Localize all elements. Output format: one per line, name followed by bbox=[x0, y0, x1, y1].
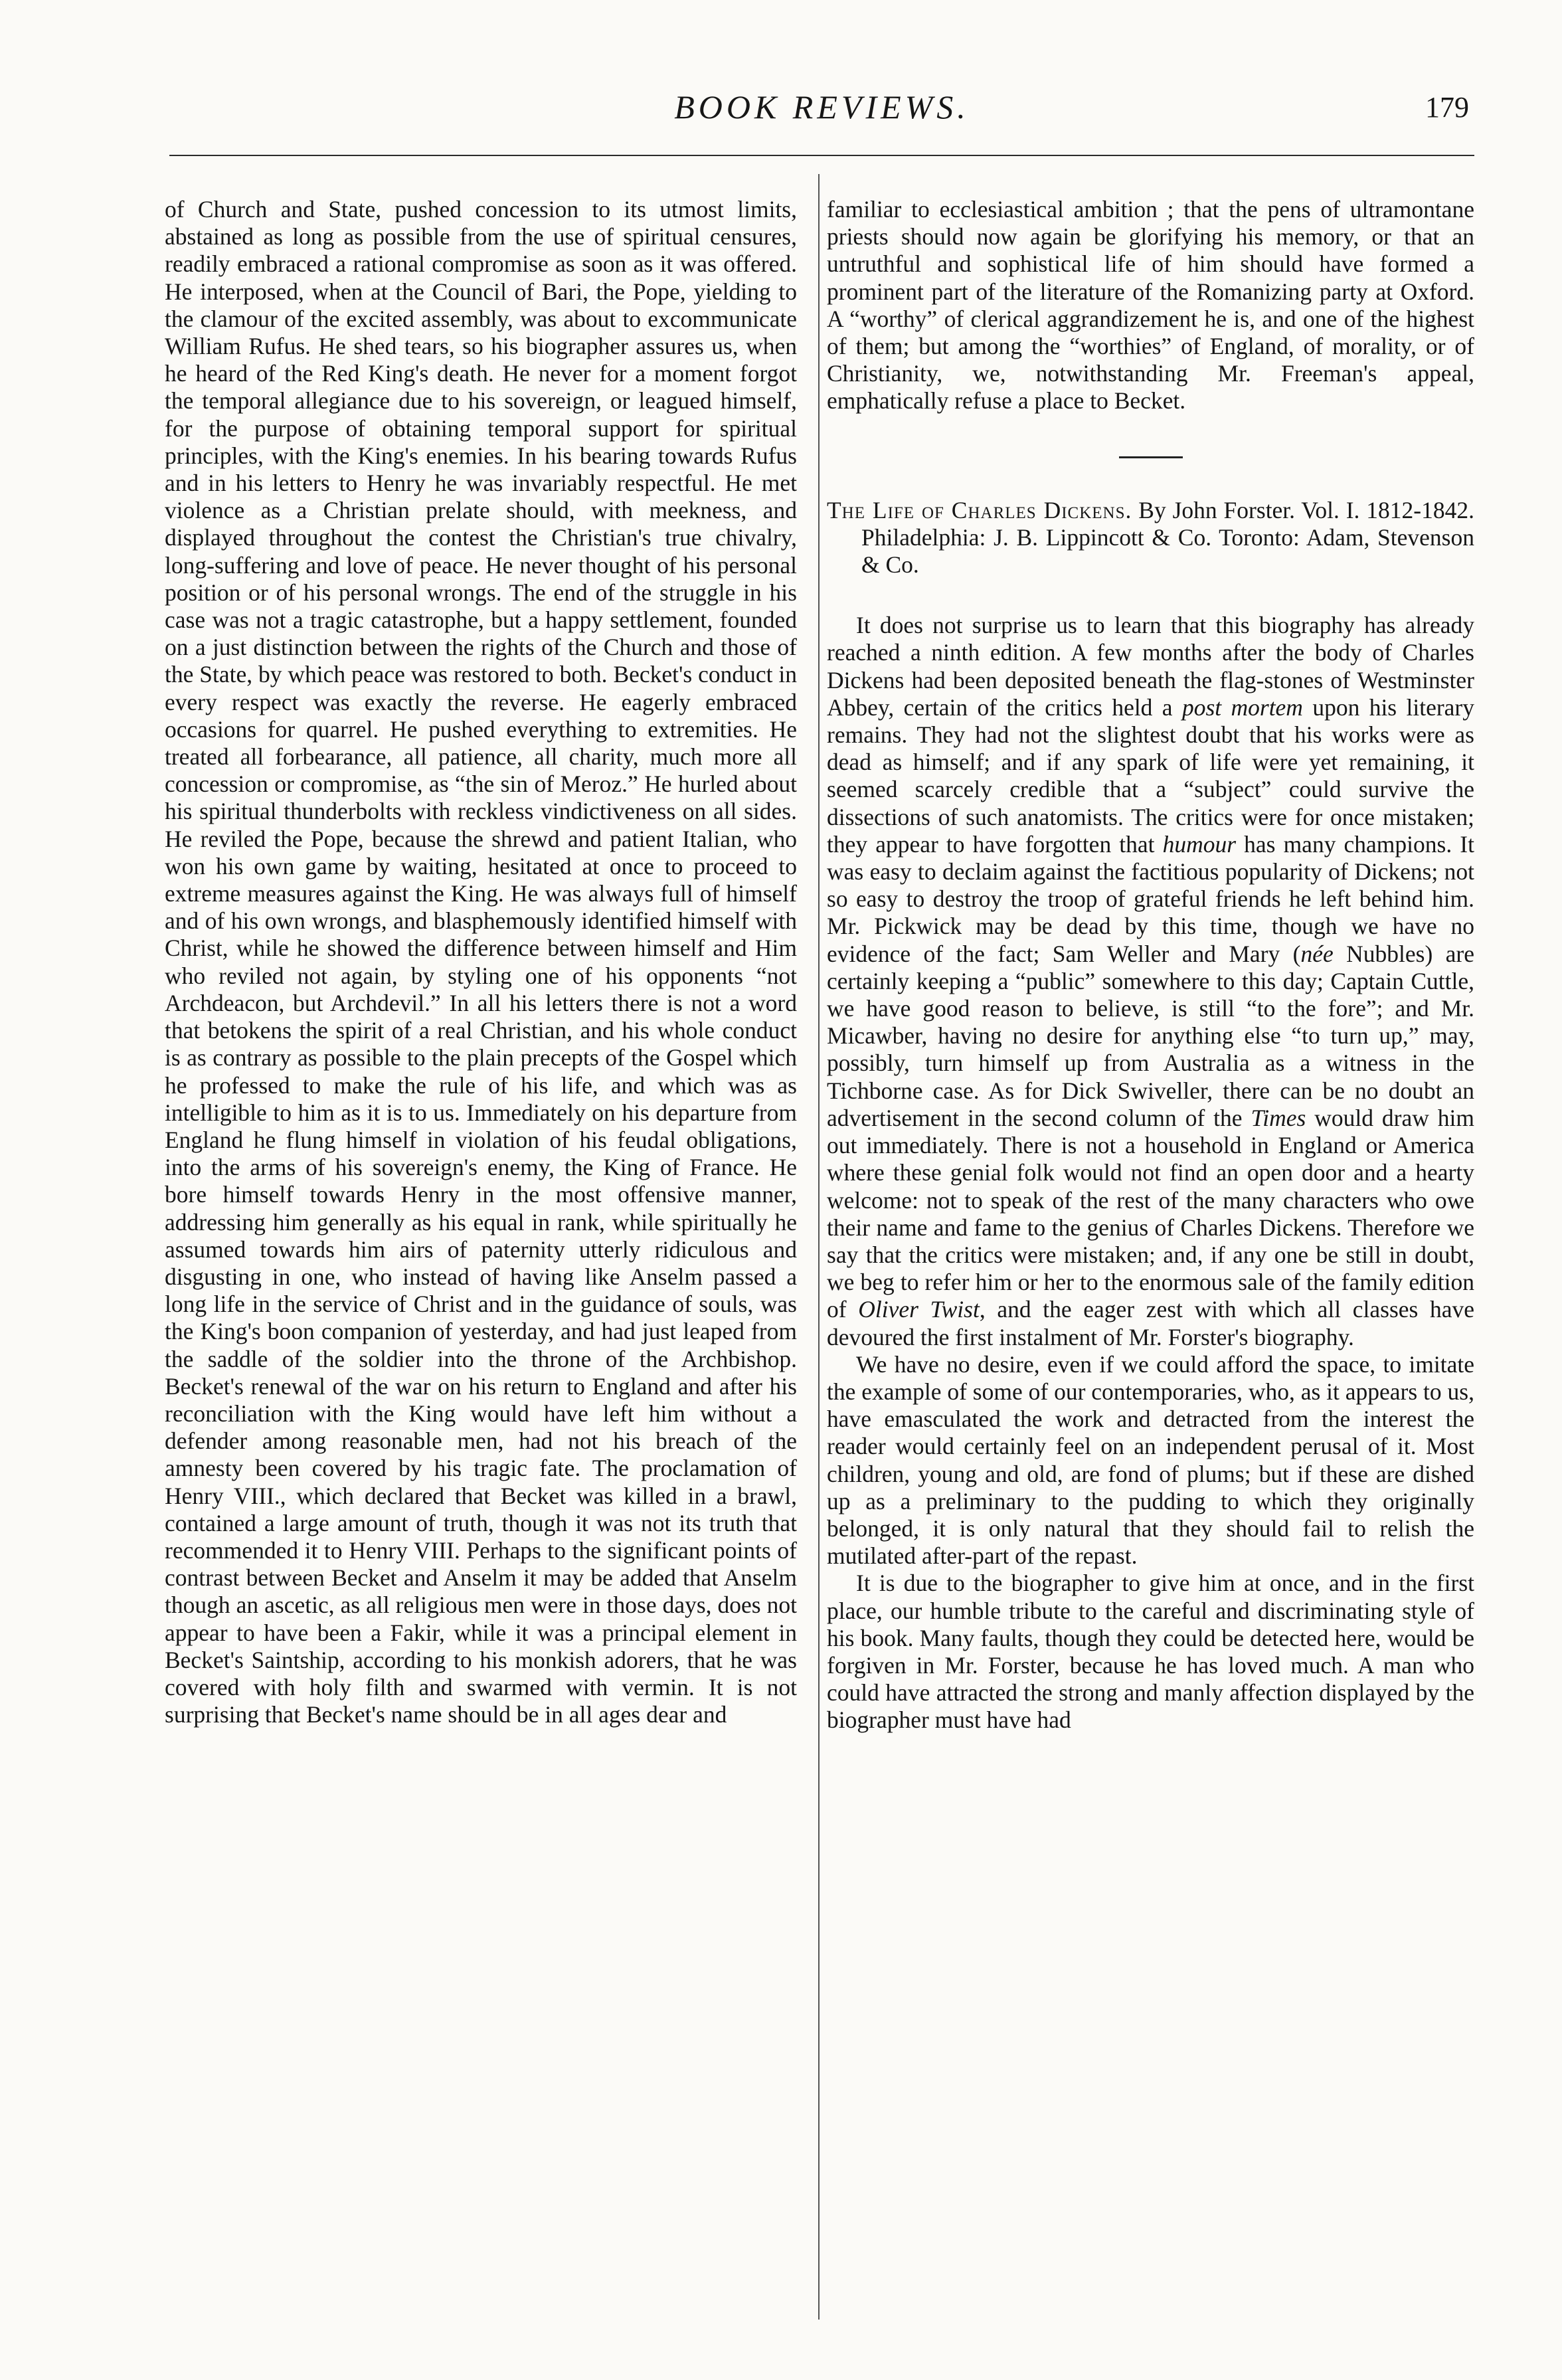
humour-italic: humour bbox=[1162, 830, 1237, 858]
running-head: BOOK REVIEWS. bbox=[674, 88, 970, 126]
right-paragraph-2 bbox=[827, 612, 1474, 1350]
page-number: 179 bbox=[1425, 91, 1469, 124]
section-separator bbox=[1119, 456, 1183, 458]
p2-text-e: would draw him out immediately. There is not a household in England or America where these genial folk would not find an open door and a hearty welcome: not to speak of the rest of the many characters who owe their name and fame to the genius of Charles Dickens. Therefore we say that the critics were mistaken; and, if any one be still in doubt, we beg to refer him or her to the enormous sale of the family edition of bbox=[827, 1104, 1474, 1323]
times-italic: Times bbox=[1251, 1104, 1306, 1131]
review-title: The Life of Charles Dickens. bbox=[827, 496, 1132, 523]
p2-text-a: It does not surprise us to learn that this biography has already reached a ninth edition. A few months after the body of Charles Dickens had been deposited beneath the flag-stones of Westminster Abbey, certain of the critics held a bbox=[827, 612, 1474, 721]
left-column bbox=[165, 196, 797, 1728]
right-paragraph-1: familiar to ecclesiastical ambition ; that the pens of ultramontane priests should now again be glorifying his memory, or that an untruthful and sophistical life of him should have formed a prominent part of the literature of the Romanizing party at Oxford. A “worthy” of clerical aggrandizement he is, and one of the highest of them; but among the “worthies” of England, of morality, or of Christianity, we, notwithstanding Mr. Freeman's appeal, emphatically refuse a place to Becket. bbox=[827, 196, 1474, 414]
p2-text-b: upon his literary remains. They had not the slightest doubt that his works were as dead as himself; and if any spark of life were yet remaining, it seemed scarcely credible that a “subject” could survive the dissections of such anatomists. The critics were for once mistaken; they appear to have forgotten that bbox=[827, 693, 1474, 858]
header-rule bbox=[169, 155, 1474, 156]
column-divider bbox=[818, 174, 820, 2320]
page-header bbox=[169, 85, 1474, 138]
right-paragraph-4: It is due to the biographer to give him at once, and in the first place, our humble tribute to the careful and discriminating style of his book. Many faults, though they could be detected here, would be forgiven in Mr. Forster, because he has loved much. A man who could have attracted the strong and manly affection displayed by the biographer must have had bbox=[827, 1570, 1474, 1734]
p2-text-f: , and the eager zest with which all classes have devoured the first instalment of Mr. Forster's biography. bbox=[827, 1296, 1474, 1350]
nee-italic: née bbox=[1300, 940, 1334, 967]
review-details: By John Forster. Vol. I. 1812-1842. Philadelphia: J. B. Lippincott & Co. Toronto: Adam, Stevenson & Co. bbox=[861, 496, 1475, 579]
right-column bbox=[827, 196, 1474, 1734]
p2-text-d: Nubbles) are certainly keeping a “public” somewhere to this day; Captain Cuttle, we have good reason to believe, is still “to the fore”; and Mr. Micawber, having no desire for anything else “to turn up,” may, possibly, turn himself up from Australia as a witness in the Tichborne case. As for Dick Swiveller, there can be no doubt an advertisement in the second column of the bbox=[827, 940, 1475, 1131]
left-paragraph-1: of Church and State, pushed concession to its utmost limits, abstained as long as possible from the use of spiritual censures, readily embraced a rational compromise as soon as it was offered. He interposed, when at the Council of Bari, the Pope, yielding to the clamour of the excited assembly, was about to excommunicate William Rufus. He shed tears, so his biographer assures us, when he heard of the Red King's death. He never for a moment forgot the temporal allegiance due to his sovereign, or leagued himself, for the purpose of obtaining temporal support for spiritual principles, with the King's enemies. In his bearing towards Rufus and in his letters to Henry he was invariably respectful. He met violence as a Christian prelate should, with meekness, and displayed throughout the contest the Christian's true chivalry, long-suffering and love of peace. He never thought of his personal position or of his personal wrongs. The end of the struggle in his case was not a tragic catastrophe, but a happy settlement, founded on a just distinction between the rights of the Church and those of the State, by which peace was restored to both. Becket's conduct in every respect was exactly the reverse. He eagerly embraced occasions for quarrel. He pushed everything to extremities. He treated all forbearance, all patience, all charity, much more all concession or compromise, as “the sin of Meroz.” He hurled about his spiritual thunderbolts with reckless vindictiveness on all sides. He reviled the Pope, because the shrewd and patient Italian, who won his own game by waiting, hesitated at once to proceed to extreme measures against the King. He was always full of himself and of his own wrongs, and blasphemously identified himself with Christ, while he showed the difference between himself and Him who reviled not again, by styling one of his opponents “not Archdeacon, but Archdevil.” In all his letters there is not a word that betokens the spirit of a real Christian, and his whole conduct is as contrary as possible to the plain precepts of the Gospel which he professed to make the rule of his life, and which was as intelligible to him as it is to us. Immediately on his departure from England he flung himself in violation of his feudal obligations, into the arms of his sovereign's enemy, the King of France. He bore himself towards Henry in the most offensive manner, addressing him generally as his equal in rank, while spiritually he assumed towards him airs of paternity utterly ridiculous and disgusting in one, who instead of having like Anselm passed a long life in the service of Christ and in the guidance of souls, was the King's boon companion of yesterday, and had just leaped from the saddle of the soldier into the throne of the Archbishop. Becket's renewal of the war on his return to England and after his reconciliation with the King would have left him without a defender among reasonable men, had not his breach of the amnesty been covered by his tragic fate. The proclamation of Henry VIII., which declared that Becket was killed in a brawl, contained a large amount of truth, though it was not its truth that recommended it to Henry VIII. Perhaps to the significant points of contrast between Becket and Anselm it may be added that Anselm though an ascetic, as all religious men were in those days, does not appear to have been a Fakir, while it was a principal element in Becket's Saintship, according to his monkish adorers, that he was covered with holy filth and swarmed with vermin. It is not surprising that Becket's name should be in all ages dear and bbox=[165, 196, 797, 1728]
review-heading bbox=[827, 497, 1474, 579]
post-mortem-italic: post mortem bbox=[1181, 693, 1303, 721]
oliver-twist-italic: Oliver Twist bbox=[858, 1296, 980, 1323]
p2-text-c: has many champions. It was easy to declaim against the factitious popularity of Dickens; not so easy to destroy the troop of grateful friends he left behind him. Mr. Pickwick may be dead by this time, though we have no evidence of the fact; Sam Weller and Mary ( bbox=[827, 830, 1474, 967]
right-paragraph-3: We have no desire, even if we could afford the space, to imitate the example of some of our contemporaries, who, as it appears to us, have emasculated the work and detracted from the interest the reader would certainly feel on an independent perusal of it. Most children, young and old, are fond of plums; but if these are dished up as a preliminary to the pudding to which they originally belonged, it is only natural that they should fail to relish the mutilated after-part of the repast. bbox=[827, 1350, 1474, 1570]
